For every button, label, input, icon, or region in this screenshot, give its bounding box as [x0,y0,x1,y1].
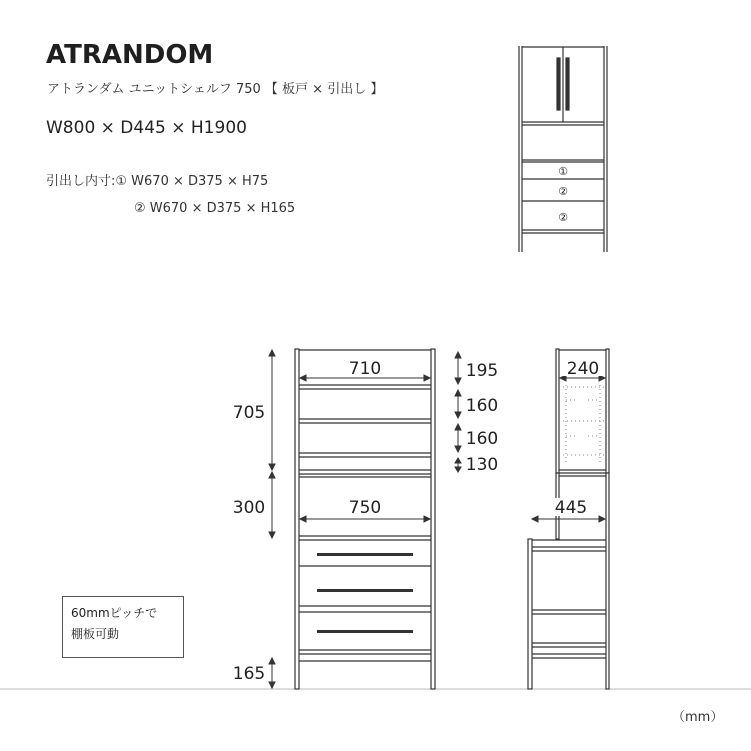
front-height-arrows [269,350,275,688]
drawer-handle-3 [317,630,413,633]
thumb-drawer-mark-2: ② [558,185,568,198]
front-width-mid: 750 [348,498,382,518]
unit-label: （mm） [672,710,724,725]
thumb-drawer-mark-3: ② [558,211,568,224]
front-height-middle: 300 [232,498,266,518]
shelf-gap-3: 160 [465,429,499,449]
shelf-pin-holes [559,385,606,462]
shelf-gap-1: 195 [465,361,499,381]
side-depth-top: 240 [566,359,600,379]
overall-size: W800 × D445 × H1900 [46,118,247,138]
front-height-base: 165 [232,664,266,684]
shelf-adjust-note [62,596,184,658]
front-height-upper: 705 [232,403,266,423]
shelf-gap-arrows [455,352,461,472]
product-subtitle: アトランダム ユニットシェルフ 750 【 板戸 × 引出し 】 [47,82,384,97]
side-depth-bottom: 445 [554,498,588,518]
front-width-top: 710 [348,359,382,379]
thumb-drawer-mark-1: ① [558,165,568,178]
note-line-1: 60mmピッチで [71,606,158,620]
drawer-handle-2 [317,589,413,592]
drawer-inner-size-2: ② W670 × D375 × H165 [134,201,296,216]
shelf-gap-2: 160 [465,396,499,416]
drawer-inner-size-1: 引出し内寸:① W670 × D375 × H75 [46,174,269,189]
brand-title: ATRANDOM [46,40,214,70]
shelf-gap-4: 130 [465,455,499,475]
note-line-2: 棚板可動 [71,627,120,641]
drawer-handle-1 [317,553,413,556]
